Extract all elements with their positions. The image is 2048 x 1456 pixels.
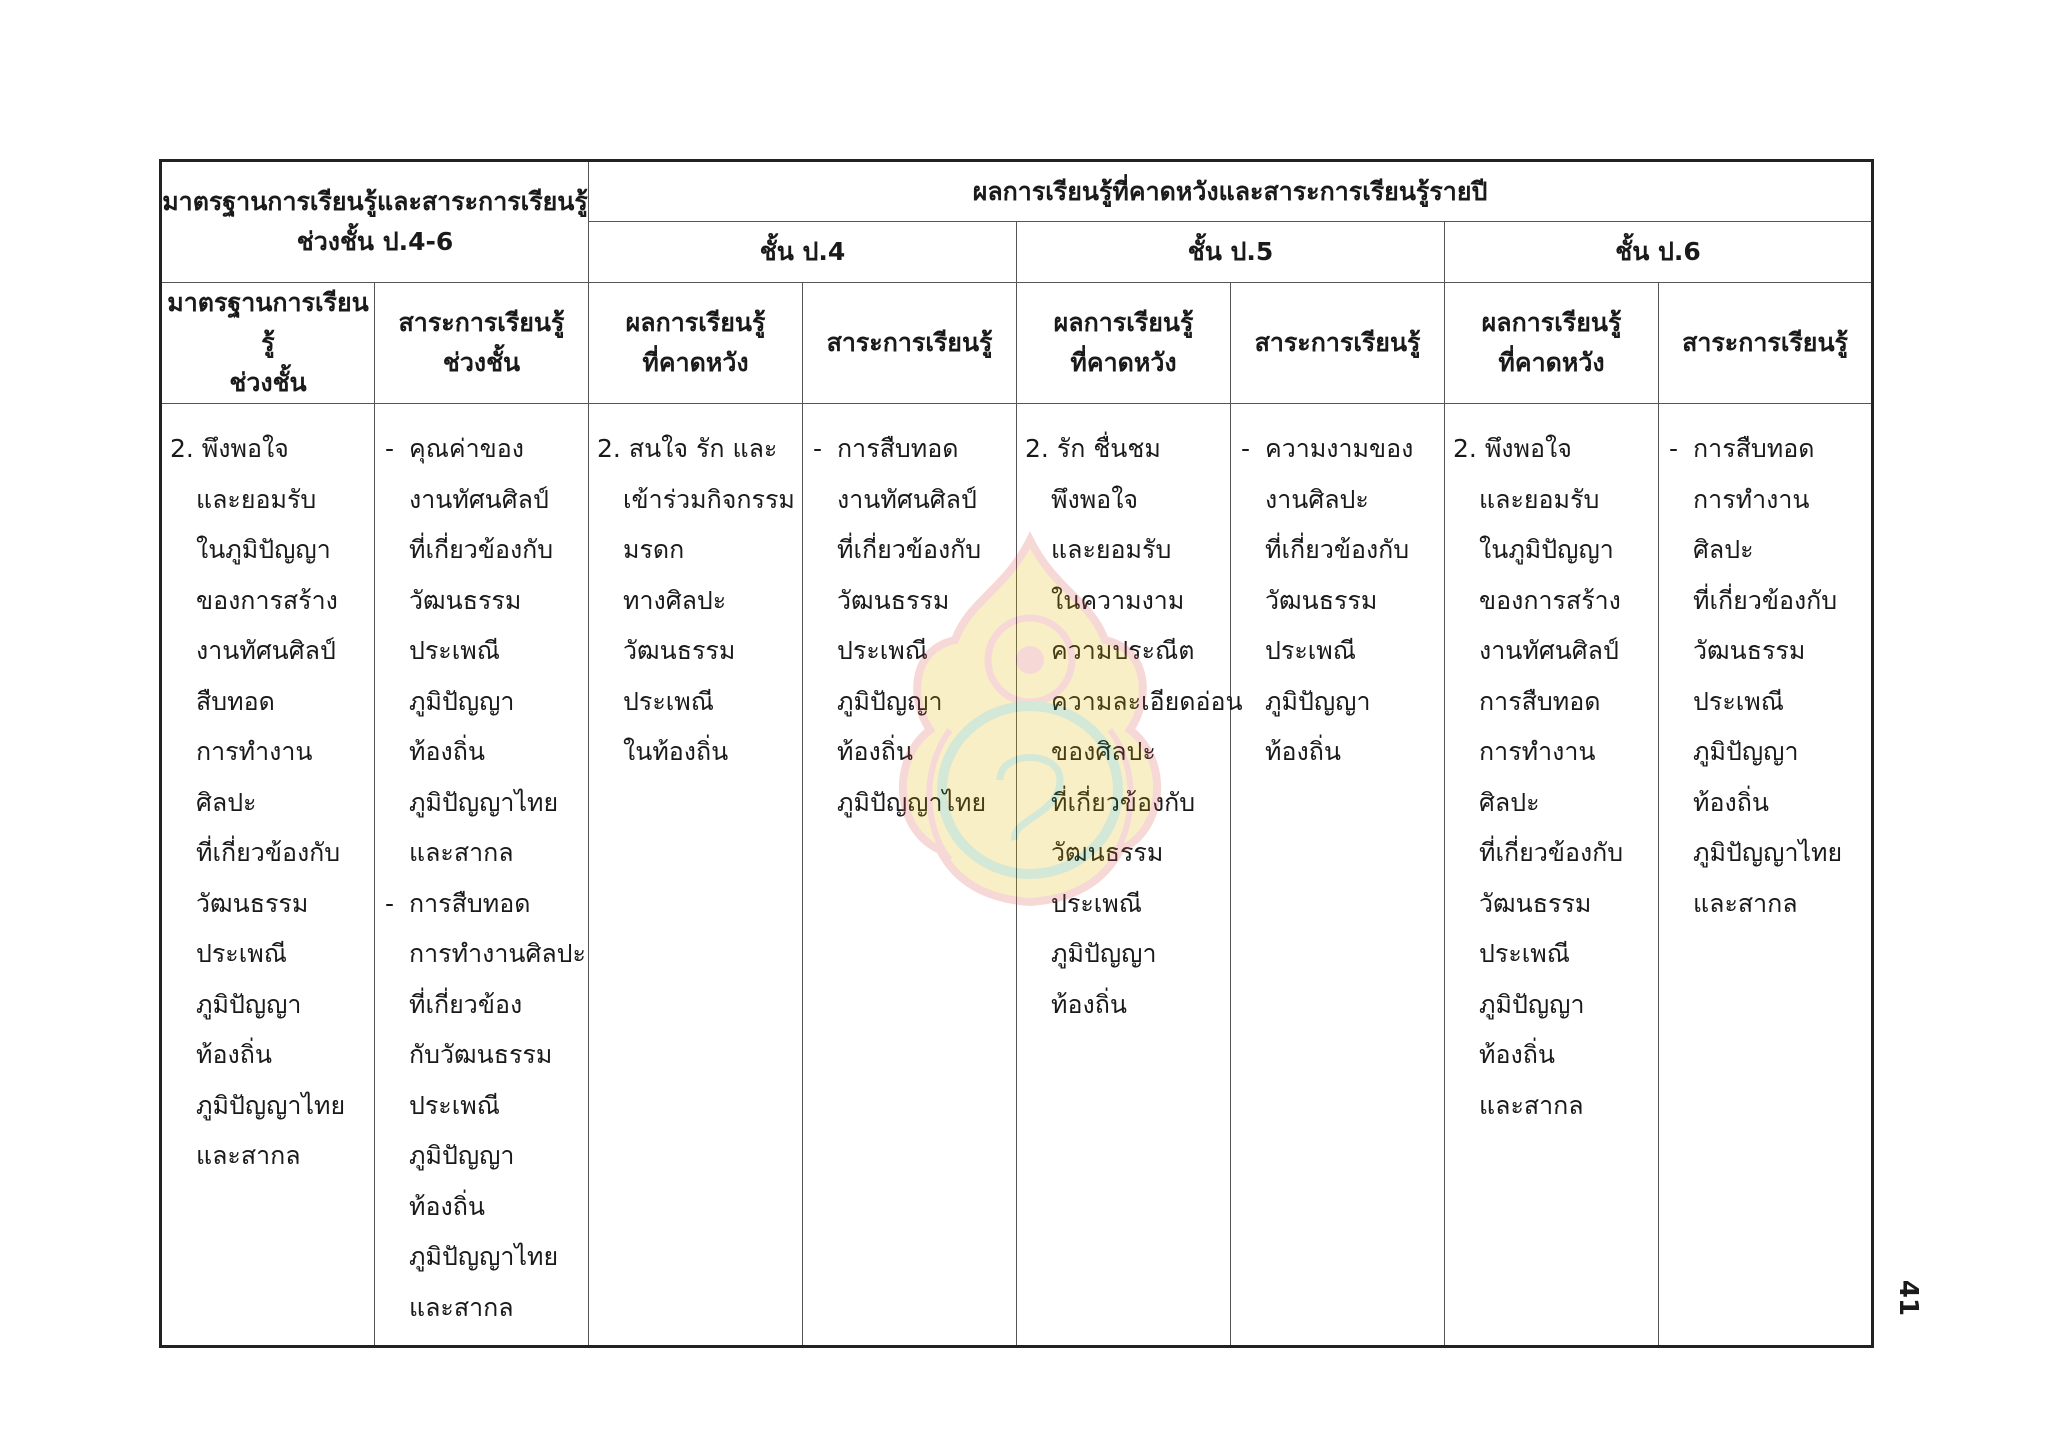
cell-line: วัฒนธรรม [837,585,950,615]
standard-cell [161,404,375,1347]
cell-line: ของศิลปะ [1051,737,1156,766]
cell-line: ที่เกี่ยวข้องกับ [409,535,554,564]
grade5-header: ชั้น ป.5 [1017,222,1445,283]
cell-line: วัฒนธรรม [623,636,736,665]
col-header-outcome-line2: ที่คาดหวัง [1498,348,1605,377]
cell-line: ภูมิปัญญาไทย [409,1242,559,1271]
cell-line: ความละเอียดอ่อน [1051,686,1243,716]
cell-line: ประเพณี [196,939,287,968]
cell-line: วัฒนธรรม [1693,636,1806,665]
cell-line: ของการสร้าง [196,585,338,615]
bullet-item [1239,424,1438,778]
outcomes-header: ผลการเรียนรู้ที่คาดหวังและสาระการเรียนรู้รายปี [589,161,1873,222]
outcome-p5-cell [1017,404,1243,1347]
cell-line: และยอมรับ [1051,535,1172,564]
cell-line: ภูมิปัญญา [196,989,302,1019]
cell-line: ประเพณี [409,1090,500,1120]
cell-line: ในภูมิปัญญา [1479,535,1614,564]
cell-line: วัฒนธรรม [409,585,522,615]
col-header-outcome-line2: ที่คาดหวัง [1070,348,1177,377]
cell-line: ศิลปะ [1479,787,1540,817]
cell-line: ที่เกี่ยวข้อง [409,989,523,1019]
cell-line: ภูมิปัญญาไทย [1693,838,1843,867]
col-header-content-p4: สาระการเรียนรู้ [803,283,1017,404]
col-header-outcome-line1: ผลการเรียนรู้ [625,308,766,337]
cell-line: - การสืบทอด [811,424,1010,475]
cell-line: และสากล [409,838,514,867]
cell-line: ท้องถิ่น [1479,1040,1555,1069]
cell-line: และยอมรับ [1479,484,1600,514]
cell-line: ประเพณี [837,636,928,665]
col-header-content-range-line1: สาระการเรียนรู้ [398,308,565,337]
col-header-standard-line1: มาตรฐานการเรียนรู้ [167,288,369,357]
cell-line: ที่เกี่ยวข้องกับ [1693,585,1838,615]
cell-line: และสากล [409,1292,514,1322]
cell-line: การทำงานศิลปะ [409,939,586,968]
cell-line: - คุณค่าของ [383,424,582,475]
cell-line: ท้องถิ่น [409,737,485,766]
cell-line: ศิลปะ [196,787,257,817]
cell-line: และยอมรับ [196,484,317,514]
cell-line: การสืบทอด [1479,686,1601,716]
bullet-item [383,424,582,879]
cell-line: ทางศิลปะ [623,585,727,615]
body-row [161,404,1873,1347]
cell-line: ในภูมิปัญญา [196,535,331,564]
col-header-outcome-line1: ผลการเรียนรู้ [1481,308,1622,337]
cell-line: งานทัศนศิลป์ [409,484,549,514]
cell-line: วัฒนธรรม [1479,888,1592,918]
cell-line: การทำงาน [1693,484,1810,514]
cell-line: พึงพอใจ [1051,484,1139,514]
cell-line: ท้องถิ่น [1051,989,1127,1019]
col-header-outcome-p4 [589,283,803,404]
col-header-standard-line2: ช่วงชั้น [229,368,307,397]
standards-header-line2: ช่วงชั้น ป.4-6 [296,227,454,256]
cell-line: ท้องถิ่น [409,1191,485,1221]
content-range-cell [375,404,589,1347]
cell-line: ภูมิปัญญา [837,686,943,716]
col-header-content-range-line2: ช่วงชั้น [442,348,521,377]
grade6-header: ชั้น ป.6 [1445,222,1873,283]
cell-line: ภูมิปัญญา [1693,737,1799,766]
cell-line: งานศิลปะ [1265,484,1369,514]
grade4-header: ชั้น ป.4 [589,222,1017,283]
cell-line: 2. สนใจ รัก และ [597,434,778,463]
cell-line: และสากล [1479,1090,1584,1120]
cell-line: การทำงาน [1479,737,1596,766]
cell-line: ที่เกี่ยวข้องกับ [1051,787,1196,817]
cell-line: ภูมิปัญญา [409,1141,515,1170]
cell-line: กับวัฒนธรรม [409,1040,553,1069]
curriculum-table [159,159,1874,1348]
cell-line: 2. พึงพอใจ [1453,434,1572,463]
content-p4-cell [803,404,1017,1347]
cell-line: ภูมิปัญญาไทย [196,1090,346,1120]
cell-line: ท้องถิ่น [196,1040,272,1069]
cell-line: งานทัศนศิลป์ [196,636,336,665]
cell-line: ศิลปะ [1693,535,1754,564]
cell-line: ที่เกี่ยวข้องกับ [1265,535,1410,564]
cell-line: เข้าร่วมกิจกรรม [623,484,795,514]
cell-line: ที่เกี่ยวข้องกับ [837,535,982,564]
cell-line: ของการสร้าง [1479,585,1621,615]
content-p5-cell [1231,404,1445,1347]
cell-line: ประเพณี [623,686,714,716]
col-header-outcome-line1: ผลการเรียนรู้ [1053,308,1194,337]
cell-line: 2. พึงพอใจ [170,434,289,463]
standards-header-line1: มาตรฐานการเรียนรู้และสาระการเรียนรู้ [162,187,588,216]
cell-line: วัฒนธรรม [1051,838,1164,867]
cell-line: มรดก [623,535,685,564]
col-header-content-range [375,283,589,404]
cell-line: ท้องถิ่น [837,737,913,766]
cell-line: ความประณีต [1051,636,1195,665]
cell-line: และสากล [196,1141,301,1170]
cell-line: ประเพณี [1051,888,1142,918]
col-header-standard [161,283,375,404]
cell-line: งานทัศนศิลป์ [837,484,977,514]
bullet-item [383,879,586,1334]
cell-line: ภูมิปัญญาไทย [837,787,987,817]
outcome-p6-cell [1445,404,1659,1347]
col-header-content-p6: สาระการเรียนรู้ [1659,283,1873,404]
cell-line: ท้องถิ่น [1693,787,1769,817]
cell-line: ภูมิปัญญา [1479,989,1585,1019]
cell-line: และสากล [1693,888,1798,918]
cell-line: 2. รัก ชื่นชม [1025,434,1161,463]
cell-line: วัฒนธรรม [196,888,309,918]
cell-line: ประเพณี [409,636,500,665]
cell-line: - การสืบทอด [1667,424,1865,475]
cell-line: ประเพณี [1265,636,1356,665]
cell-line: ที่เกี่ยวข้องกับ [1479,838,1624,867]
cell-line: ที่เกี่ยวข้องกับ [196,838,341,867]
bullet-item [1667,424,1865,929]
bullet-item [811,424,1010,828]
cell-line: - การสืบทอด [383,879,582,930]
page-number: 41 [1893,1279,1923,1317]
cell-line: ประเพณี [1479,939,1570,968]
cell-line: ท้องถิ่น [1265,737,1341,766]
cell-line: ภูมิปัญญา [1265,686,1371,716]
cell-line: สืบทอด [196,686,275,716]
cell-line: ในท้องถิ่น [623,737,729,766]
cell-line: ภูมิปัญญาไทย [409,787,559,817]
col-header-outcome-p5 [1017,283,1231,404]
cell-line: วัฒนธรรม [1265,585,1378,615]
cell-line: ในความงาม [1051,585,1185,615]
cell-line: ภูมิปัญญา [1051,939,1157,968]
col-header-content-p5: สาระการเรียนรู้ [1231,283,1445,404]
cell-line: การทำงาน [196,737,313,766]
content-p6-cell [1659,404,1873,1347]
outcome-p4-cell [589,404,803,1347]
standards-header [161,161,589,283]
cell-line: - ความงามของ [1239,424,1438,475]
cell-line: ภูมิปัญญา [409,686,515,716]
col-header-outcome-p6 [1445,283,1659,404]
cell-line: งานทัศนศิลป์ [1479,636,1619,665]
cell-line: ประเพณี [1693,686,1784,716]
col-header-outcome-line2: ที่คาดหวัง [642,348,749,377]
